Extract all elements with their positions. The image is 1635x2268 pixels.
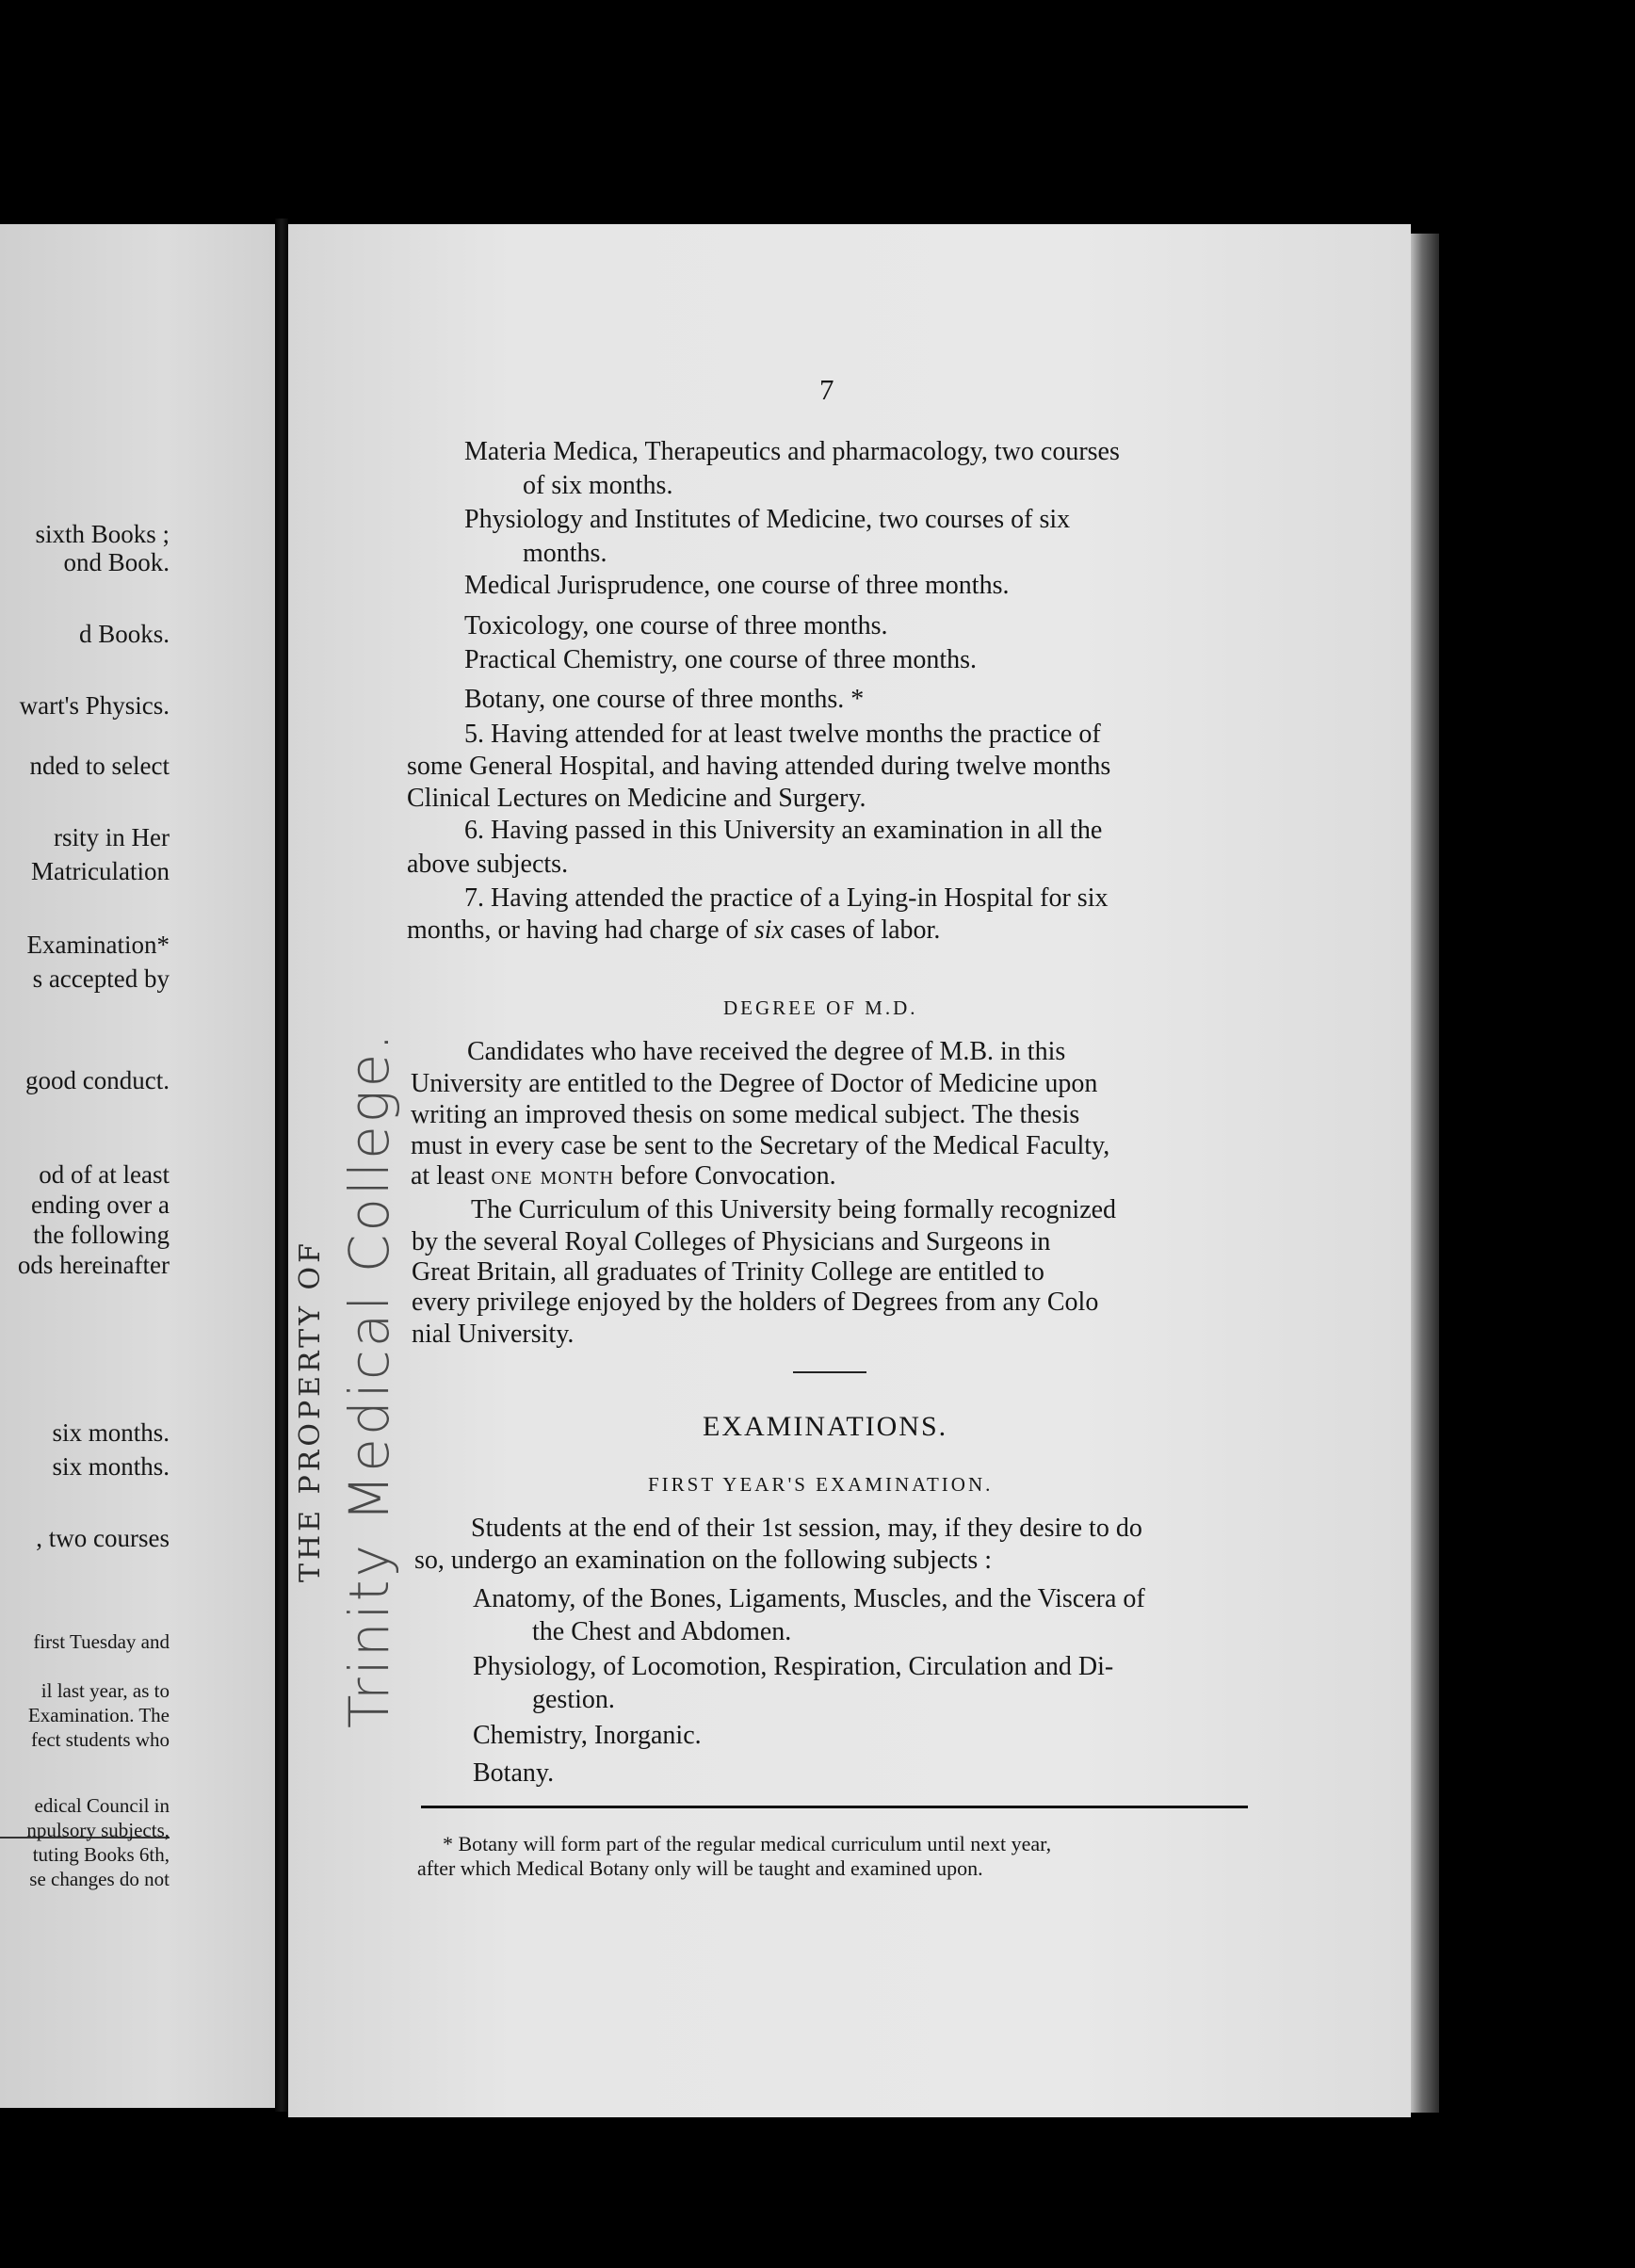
left-page-line: ond Book. — [63, 548, 170, 576]
left-page-line: Matriculation — [31, 857, 170, 885]
subject-cont: gestion. — [532, 1685, 615, 1714]
numbered-item-7-line: 7. Having attended the practice of a Lying-in Hospital for six — [464, 883, 1109, 913]
page-edge-shadow — [1411, 234, 1439, 2113]
subject-line: Anatomy, of the Bones, Ligaments, Muscles, and the Viscera of — [473, 1584, 1145, 1613]
md-para2-line: Great Britain, all graduates of Trinity College are entitled to — [412, 1257, 1044, 1287]
left-page-line: nded to select — [29, 752, 170, 780]
left-footnote-line: npulsory subjects, — [26, 1819, 170, 1841]
left-page-line: good conduct. — [25, 1066, 170, 1094]
left-footnote-line: edical Council in — [34, 1794, 170, 1817]
left-page-line: rsity in Her — [54, 823, 170, 851]
left-page-line: s accepted by — [32, 964, 170, 993]
md-para2-line: nial University. — [412, 1320, 575, 1349]
numbered-item-7-line — [407, 915, 940, 947]
exams-intro-line: Students at the end of their 1st session, may, if they desire to do — [471, 1514, 1142, 1543]
examinations-heading: EXAMINATIONS. — [703, 1411, 948, 1442]
footnote-rule — [421, 1806, 1248, 1808]
subject-line: Physiology, of Locomotion, Respiration, Circulation and Di- — [473, 1652, 1114, 1681]
requirement-line: Medical Jurisprudence, one course of three months. — [464, 571, 1010, 600]
first-year-heading: FIRST YEAR'S EXAMINATION. — [648, 1473, 994, 1496]
italic-six: six — [753, 915, 784, 945]
stamp-line-property: THE PROPERTY OF — [294, 1239, 327, 1582]
stamp-line-college: Trinity Medical College. — [337, 1030, 401, 1728]
left-page-line: d Books. — [78, 620, 170, 648]
left-page-line: six months. — [52, 1418, 170, 1447]
md-para1-line: must in every case be sent to the Secretary of the Medical Faculty, — [411, 1131, 1110, 1160]
subject-line: Botany. — [473, 1758, 555, 1788]
left-footnote-line: il last year, as to — [40, 1679, 170, 1702]
left-footnote-line: tuting Books 6th, — [32, 1843, 170, 1866]
numbered-item-6-line: above subjects. — [407, 850, 569, 879]
left-footnote-line: se changes do not — [29, 1868, 170, 1890]
md-para2-line: by the several Royal Colleges of Physicians and Surgeons in — [412, 1227, 1051, 1256]
numbered-item-6-line: 6. Having passed in this University an examination in all the — [464, 816, 1103, 845]
left-footnote-line: first Tuesday and — [33, 1630, 170, 1653]
subject-cont: the Chest and Abdomen. — [532, 1617, 792, 1646]
left-page-line: Examination* — [26, 931, 170, 959]
footnote-line: after which Medical Botany only will be taught and examined upon. — [417, 1856, 983, 1880]
footnote-line: * Botany will form part of the regular medical curriculum until next year, — [443, 1832, 1052, 1855]
text-run: before Convocation. — [613, 1161, 836, 1191]
md-para1-line: Candidates who have received the degree of M.B. in this — [467, 1037, 1066, 1066]
text-run: at least — [411, 1161, 492, 1191]
section-divider — [793, 1371, 866, 1373]
md-para2-line: The Curriculum of this University being formally recognized — [471, 1195, 1117, 1224]
text-run: cases of labor. — [783, 915, 941, 945]
requirement-line: Physiology and Institutes of Medicine, two courses of six — [464, 505, 1071, 534]
requirement-line: Toxicology, one course of three months. — [464, 611, 888, 640]
left-page-line: six months. — [52, 1452, 170, 1481]
left-footnote-line: Examination. The — [27, 1704, 170, 1726]
exams-intro-line: so, undergo an examination on the following subjects : — [414, 1546, 993, 1575]
numbered-item-5-line: some General Hospital, and having attended during twelve months — [407, 752, 1111, 781]
md-para1-line: University are entitled to the Degree of Doctor of Medicine upon — [411, 1069, 1098, 1098]
requirement-line: Botany, one course of three months. * — [464, 685, 865, 714]
subject-line: Chemistry, Inorganic. — [473, 1721, 702, 1750]
page-number: 7 — [819, 373, 834, 406]
left-page-line: wart's Physics. — [19, 691, 170, 720]
left-page-line: od of at least — [39, 1160, 170, 1189]
left-page-line: sixth Books ; — [35, 520, 170, 548]
md-para1-line: writing an improved thesis on some medical subject. The thesis — [411, 1100, 1080, 1129]
left-page-line: , two courses — [36, 1524, 170, 1552]
left-page — [0, 224, 275, 2108]
ownership-stamp-college — [337, 1030, 401, 1728]
text-run: months, or having had charge of — [407, 915, 754, 945]
requirement-line: Materia Medica, Therapeutics and pharmacology, two courses — [464, 437, 1120, 466]
md-para2-line: every privilege enjoyed by the holders of Degrees from any Colo — [412, 1288, 1099, 1317]
book-gutter — [275, 219, 288, 2112]
left-page-line: ods hereinafter — [17, 1251, 170, 1279]
left-page-line: ending over a — [31, 1191, 170, 1219]
requirement-line: Practical Chemistry, one course of three months. — [464, 645, 978, 674]
numbered-item-5-line: Clinical Lectures on Medicine and Surgery. — [407, 784, 866, 813]
numbered-item-5-line: 5. Having attended for at least twelve months the practice of — [464, 720, 1101, 749]
left-page-line: the following — [33, 1221, 170, 1249]
requirement-cont: months. — [523, 539, 607, 568]
small-caps-one-month: one month — [491, 1161, 614, 1191]
ownership-stamp — [294, 1239, 327, 1582]
left-footnote-line: fect students who — [31, 1728, 170, 1751]
requirement-cont: of six months. — [523, 471, 673, 500]
md-para1-line — [411, 1160, 836, 1192]
md-heading: DEGREE OF M.D. — [723, 996, 918, 1019]
